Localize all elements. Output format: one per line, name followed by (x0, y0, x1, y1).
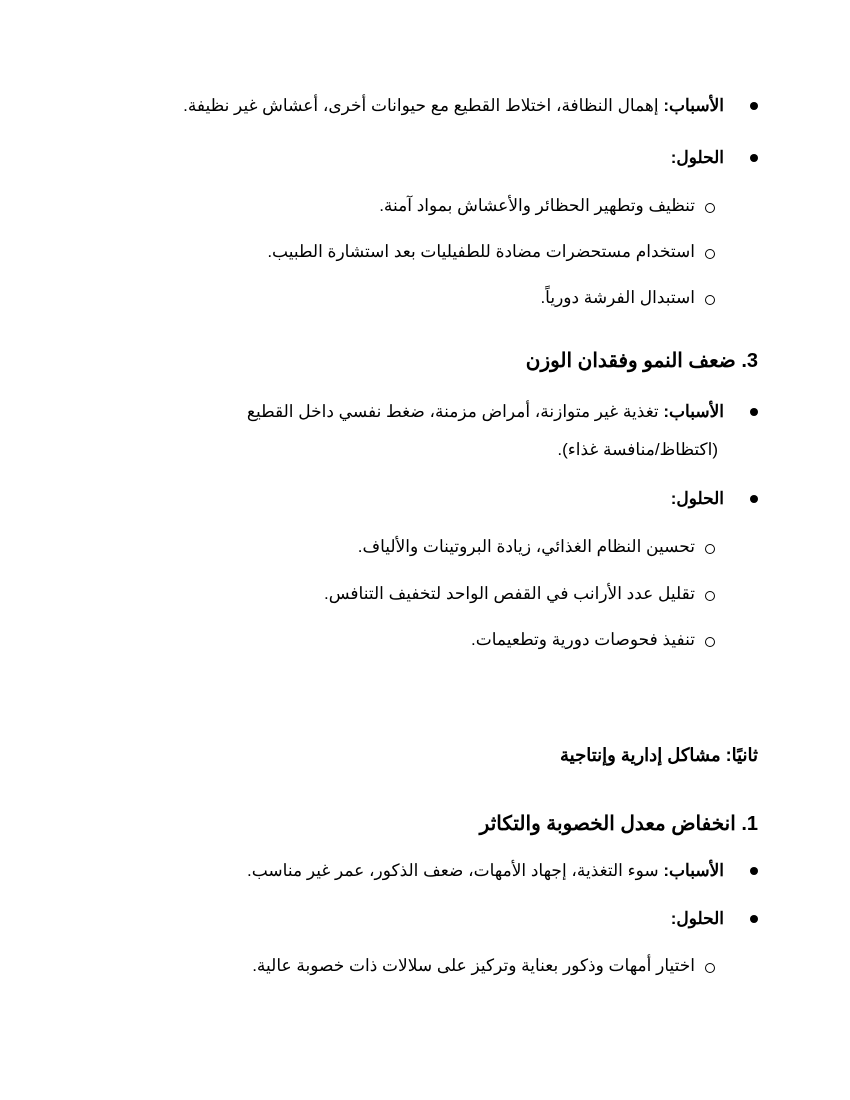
bullet-icon (750, 495, 758, 503)
causes-item (0, 861, 850, 881)
causes-label: الأسباب: (663, 861, 724, 880)
circle-bullet-icon (705, 544, 715, 554)
solution-item (0, 630, 850, 650)
causes-item (0, 402, 850, 422)
circle-bullet-icon (705, 249, 715, 259)
heading-title: ضعف النمو وفقدان الوزن (525, 350, 736, 372)
solutions-label: الحلول: (670, 909, 724, 928)
causes-continuation (0, 440, 850, 460)
solution-item (0, 584, 850, 604)
causes-label: الأسباب: (663, 96, 724, 115)
bullet-icon (750, 915, 758, 923)
circle-bullet-icon (705, 637, 715, 647)
solutions-label: الحلول: (670, 148, 724, 167)
circle-bullet-icon (705, 295, 715, 305)
causes-text: سوء التغذية، إجهاد الأمهات، ضعف الذكور، عمر غير مناسب. (247, 861, 659, 880)
heading-number: 1. (741, 813, 758, 835)
solution-text: تحسين النظام الغذائي، زيادة البروتينات والألياف. (357, 537, 695, 556)
causes-label: الأسباب: (663, 402, 724, 421)
solution-item (0, 196, 850, 216)
causes-text: إهمال النظافة، اختلاط القطيع مع حيوانات أخرى، أعشاش غير نظيفة. (183, 96, 659, 115)
section-title-text: ثانيًا: مشاكل إدارية وإنتاجية (560, 745, 758, 765)
solution-item (0, 537, 850, 557)
solution-text: تنظيف وتطهير الحظائر والأعشاش بمواد آمنة. (379, 196, 695, 215)
heading-number: 3. (741, 350, 758, 372)
bullet-icon (750, 154, 758, 162)
solutions-item (0, 489, 850, 509)
solution-text: تنفيذ فحوصات دورية وتطعيمات. (471, 630, 695, 649)
solution-item (0, 956, 850, 976)
causes-text: (اكتظاظ/منافسة غذاء). (557, 440, 718, 459)
section-heading (0, 348, 850, 373)
section-heading (0, 811, 850, 836)
solution-text: تقليل عدد الأرانب في القفص الواحد لتخفيف التنافس. (324, 584, 695, 603)
solution-text: استخدام مستحضرات مضادة للطفيليات بعد استشارة الطبيب. (267, 242, 695, 261)
solutions-item (0, 909, 850, 929)
bullet-icon (750, 867, 758, 875)
section-title (0, 745, 850, 766)
solution-item (0, 242, 850, 262)
solutions-item (0, 148, 850, 168)
circle-bullet-icon (705, 963, 715, 973)
causes-item (0, 96, 850, 116)
heading-title: انخفاض معدل الخصوبة والتكاثر (479, 813, 736, 835)
bullet-icon (750, 102, 758, 110)
solutions-label: الحلول: (670, 489, 724, 508)
circle-bullet-icon (705, 591, 715, 601)
bullet-icon (750, 408, 758, 416)
solution-text: اختيار أمهات وذكور بعناية وتركيز على سلالات ذات خصوبة عالية. (252, 956, 695, 975)
circle-bullet-icon (705, 203, 715, 213)
solution-text: استبدال الفرشة دورياً. (540, 288, 695, 307)
solution-item (0, 288, 850, 308)
causes-text: تغذية غير متوازنة، أمراض مزمنة، ضغط نفسي داخل القطيع (246, 402, 659, 421)
